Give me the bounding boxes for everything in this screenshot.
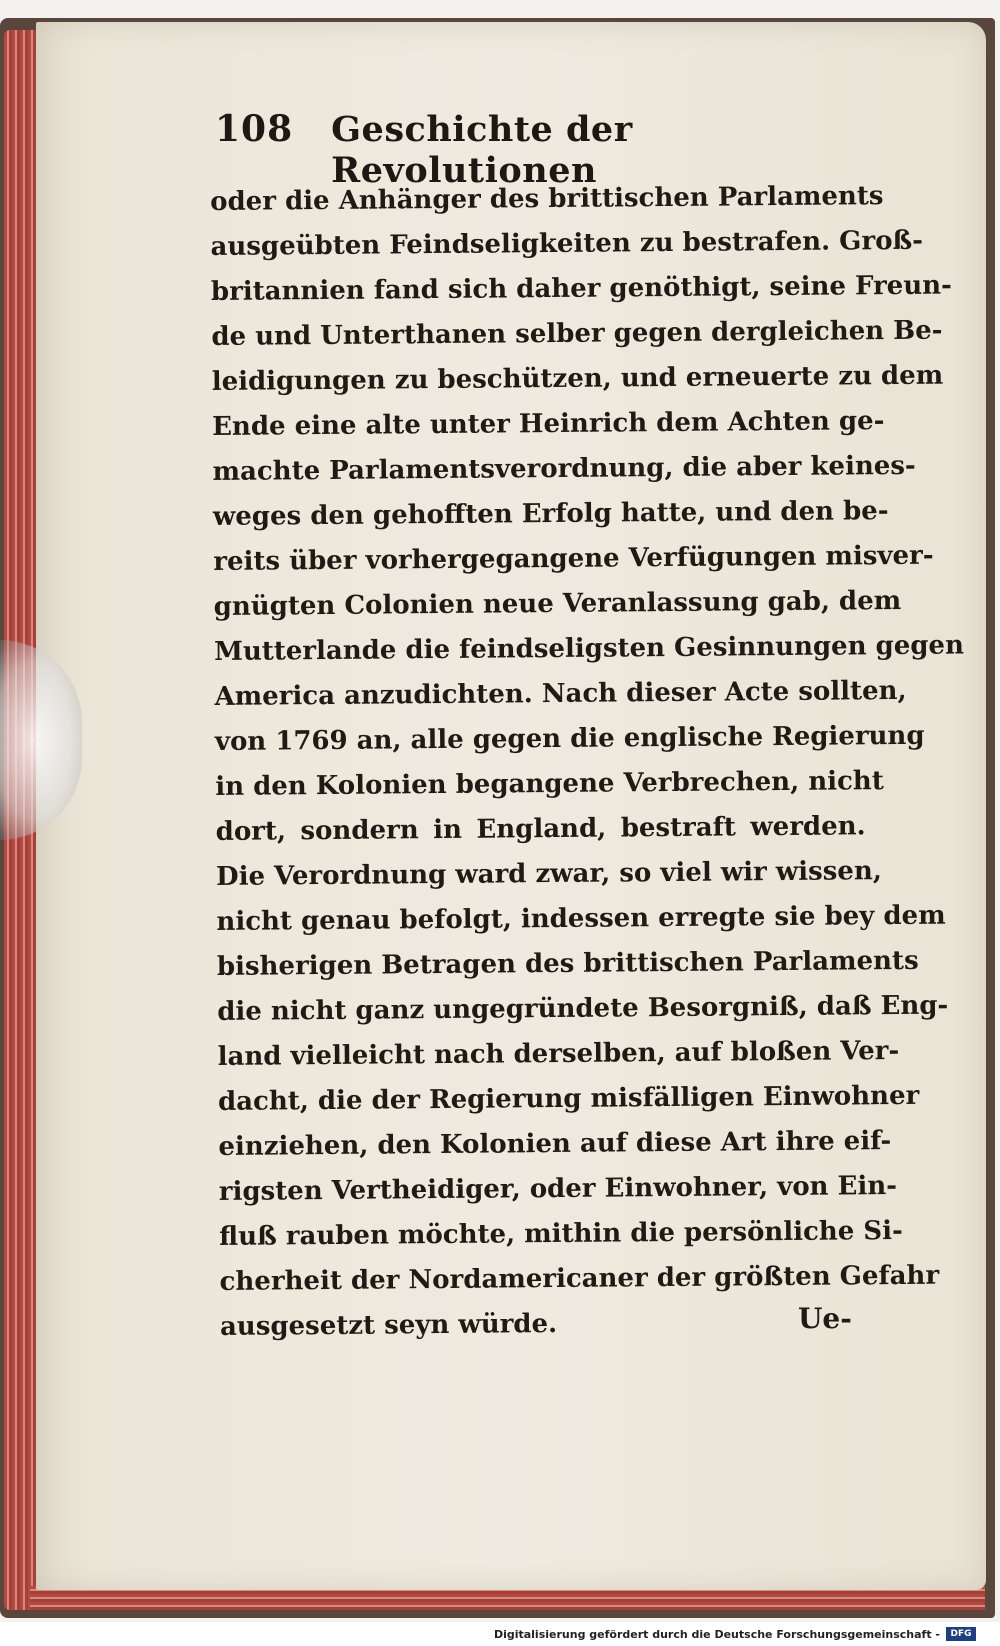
text-line: oder die Anhänger des brittischen Parlaments — [210, 181, 884, 217]
text-line: in den Kolonien begangene Verbrechen, nicht — [215, 766, 884, 802]
text-line: America anzudichten. Nach dieser Acte sollten, — [214, 675, 907, 712]
text-line: Die Verordnung ward zwar, so viel wir wissen, — [215, 856, 882, 892]
running-title: Geschichte der Revolutionen — [331, 109, 633, 191]
text-line: reits über vorhergegangene Verfügungen misver- — [213, 540, 934, 577]
text-line: Mutterlande die feindseligsten Gesinnungen gegen — [213, 630, 965, 667]
text-line: fluß rauben möchte, mithin die persönliche Si- — [219, 1215, 903, 1252]
text-line: ausgeübten Feindseligkeiten zu bestrafen. Groß- — [210, 225, 924, 262]
text-line: machte Parlamentsverordnung, die aber keines- — [212, 450, 916, 487]
text-line: rigsten Vertheidiger, oder Einwohner, von Ein- — [218, 1171, 898, 1207]
text-line: land vielleicht nach derselben, auf bloßen Ver- — [217, 1036, 900, 1072]
funding-credit: Digitalisierung gefördert durch die Deutsche Forschungsgemeinschaft - — [493, 1628, 940, 1641]
text-line: cherheit der Nordamericaner der größten Gefahr — [219, 1260, 940, 1297]
text-line: leidigungen zu beschützen, und erneuerte zu dem — [211, 360, 944, 397]
catchword: Ue- — [798, 1302, 852, 1335]
text-line: gnügten Colonien neue Veranlassung gab, dem — [213, 585, 902, 622]
page-number: 108 — [215, 108, 294, 150]
text-line: weges den gehofften Erfolg hatte, und den be- — [212, 496, 889, 532]
text-line: nicht genau befolgt, indessen erregte sie bey dem — [216, 900, 946, 937]
text-line: bisherigen Betragen des brittischen Parlaments — [216, 945, 919, 982]
text-line: die nicht ganz ungegründete Besorgniß, daß Eng- — [217, 990, 949, 1027]
text-line: dacht, die der Regierung misfälligen Einwohner — [217, 1080, 920, 1117]
text-line: de und Unterthanen selber gegen dergleichen Be- — [211, 315, 943, 352]
page-header — [215, 108, 775, 191]
body-text — [210, 174, 965, 1350]
dfg-logo-icon: DFG — [946, 1627, 976, 1641]
text-line: einziehen, den Kolonien auf diese Art ihre eif- — [218, 1126, 892, 1162]
text-line: dort, sondern in England, bestraft werden. — [215, 811, 866, 847]
text-line: von 1769 an, alle gegen die englische Regierung — [214, 720, 925, 757]
text-line: Ende eine alte unter Heinrich dem Achten ge- — [212, 406, 885, 442]
text-line: ausgesetzt seyn würde. — [219, 1309, 558, 1342]
text-line: britannien fand sich daher genöthigt, seine Freun- — [210, 270, 953, 307]
